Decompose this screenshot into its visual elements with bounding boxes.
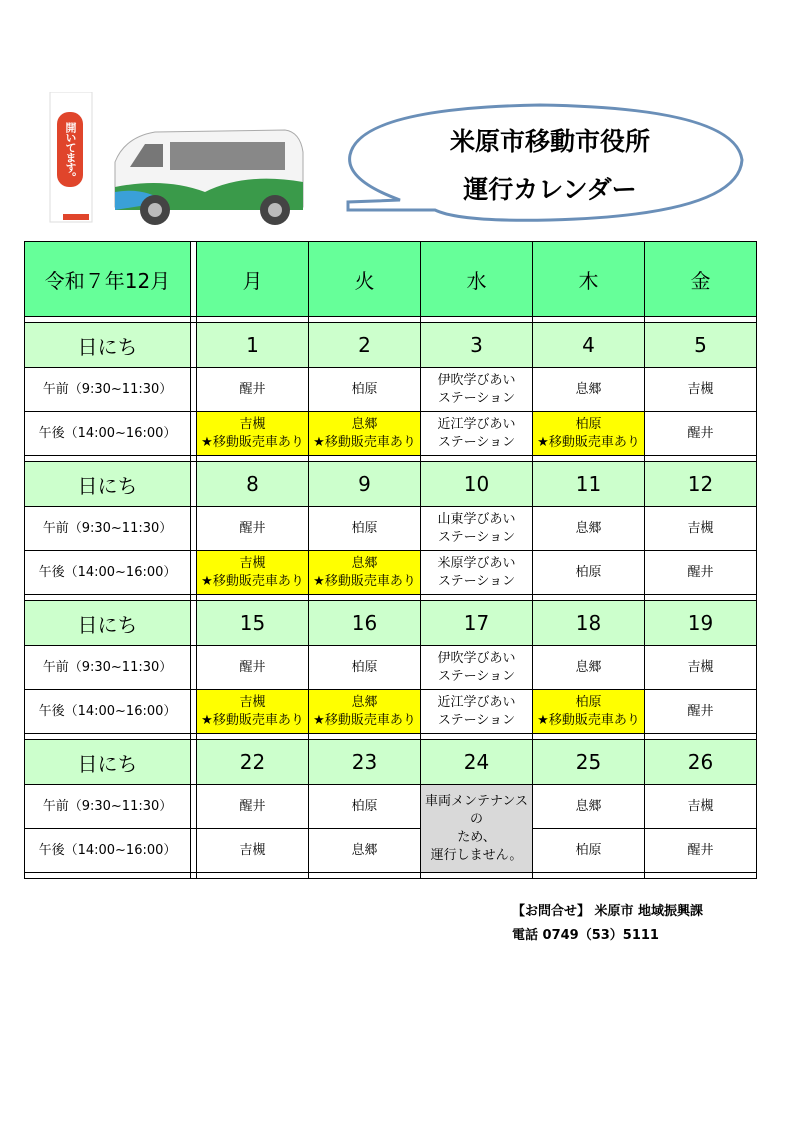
date-cell: 15 xyxy=(197,601,309,646)
am-slot-label: 午前（9:30~11:30） xyxy=(25,646,191,690)
am-location-cell: 吉槻 xyxy=(645,368,757,412)
pm-location-cell: 近江学びあい ステーション xyxy=(421,690,533,734)
contact-phone: 電話 0749（53）5111 xyxy=(512,928,659,943)
date-cell: 4 xyxy=(533,323,645,368)
no-service-notice: 車両メンテナンスの ため、 運行しません。 xyxy=(421,785,533,873)
date-cell: 8 xyxy=(197,462,309,507)
am-location-cell: 吉槻 xyxy=(645,646,757,690)
am-location-cell: 山東学びあい ステーション xyxy=(421,507,533,551)
pm-location-cell: 米原学びあい ステーション xyxy=(421,551,533,595)
pm-location-cell: 息郷 ★移動販売車あり xyxy=(309,412,421,456)
date-cell: 5 xyxy=(645,323,757,368)
date-cell: 19 xyxy=(645,601,757,646)
am-location-cell: 伊吹学びあい ステーション xyxy=(421,646,533,690)
date-row-label: 日にち xyxy=(25,462,191,507)
date-cell: 25 xyxy=(533,740,645,785)
am-location-cell: 醒井 xyxy=(197,785,309,829)
pm-location-cell: 柏原 ★移動販売車あり xyxy=(533,412,645,456)
pm-slot-label: 午後（14:00~16:00） xyxy=(25,551,191,595)
am-location-cell: 柏原 xyxy=(309,368,421,412)
pm-location-cell: 醒井 xyxy=(645,551,757,595)
am-location-cell: 柏原 xyxy=(309,785,421,829)
pm-location-cell: 醒井 xyxy=(645,690,757,734)
pm-slot-label: 午後（14:00~16:00） xyxy=(25,829,191,873)
date-cell: 2 xyxy=(309,323,421,368)
contact-info: 【お問合せ】 米原市 地域振興課 xyxy=(512,904,704,919)
am-location-cell: 息郷 xyxy=(533,507,645,551)
date-cell: 23 xyxy=(309,740,421,785)
date-cell: 10 xyxy=(421,462,533,507)
am-location-cell: 吉槻 xyxy=(645,507,757,551)
weekday-header: 木 xyxy=(533,242,645,317)
am-location-cell: 柏原 xyxy=(309,507,421,551)
mobile-office-van-illustration xyxy=(45,92,315,227)
title-line-1: 米原市移動市役所 xyxy=(449,127,650,156)
pm-slot-label: 午後（14:00~16:00） xyxy=(25,690,191,734)
date-cell: 12 xyxy=(645,462,757,507)
pm-location-cell: 吉槻 ★移動販売車あり xyxy=(197,551,309,595)
weekday-header: 水 xyxy=(421,242,533,317)
pm-location-cell: 近江学びあい ステーション xyxy=(421,412,533,456)
date-row-label: 日にち xyxy=(25,740,191,785)
banner-text: 開いてます。 xyxy=(64,122,77,182)
pm-location-cell: 息郷 xyxy=(309,829,421,873)
date-cell: 1 xyxy=(197,323,309,368)
pm-location-cell: 柏原 ★移動販売車あり xyxy=(533,690,645,734)
date-cell: 16 xyxy=(309,601,421,646)
pm-location-cell: 柏原 xyxy=(533,551,645,595)
date-row-label: 日にち xyxy=(25,323,191,368)
pm-location-cell: 吉槻 ★移動販売車あり xyxy=(197,690,309,734)
date-row-label: 日にち xyxy=(25,601,191,646)
am-location-cell: 醒井 xyxy=(197,507,309,551)
schedule-table xyxy=(24,241,757,879)
date-cell: 11 xyxy=(533,462,645,507)
speech-bubble xyxy=(340,100,750,225)
am-location-cell: 醒井 xyxy=(197,368,309,412)
am-location-cell: 息郷 xyxy=(533,368,645,412)
date-cell: 3 xyxy=(421,323,533,368)
pm-location-cell: 息郷 ★移動販売車あり xyxy=(309,690,421,734)
am-location-cell: 柏原 xyxy=(309,646,421,690)
pm-location-cell: 醒井 xyxy=(645,412,757,456)
month-header: 令和７年12月 xyxy=(25,242,191,317)
weekday-header: 金 xyxy=(645,242,757,317)
date-cell: 22 xyxy=(197,740,309,785)
date-cell: 18 xyxy=(533,601,645,646)
pm-location-cell: 息郷 ★移動販売車あり xyxy=(309,551,421,595)
pm-location-cell: 吉槻 xyxy=(197,829,309,873)
separator-cell xyxy=(533,873,645,879)
separator-cell xyxy=(197,873,309,879)
am-slot-label: 午前（9:30~11:30） xyxy=(25,507,191,551)
am-location-cell: 息郷 xyxy=(533,646,645,690)
am-location-cell: 醒井 xyxy=(197,646,309,690)
pm-location-cell: 吉槻 ★移動販売車あり xyxy=(197,412,309,456)
separator-cell xyxy=(25,873,191,879)
date-cell: 9 xyxy=(309,462,421,507)
weekday-header: 火 xyxy=(309,242,421,317)
date-cell: 24 xyxy=(421,740,533,785)
am-location-cell: 伊吹学びあい ステーション xyxy=(421,368,533,412)
pm-location-cell: 柏原 xyxy=(533,829,645,873)
title-line-2: 運行カレンダー xyxy=(463,175,637,204)
date-cell: 17 xyxy=(421,601,533,646)
pm-location-cell: 醒井 xyxy=(645,829,757,873)
am-location-cell: 吉槻 xyxy=(645,785,757,829)
date-cell: 26 xyxy=(645,740,757,785)
pm-slot-label: 午後（14:00~16:00） xyxy=(25,412,191,456)
am-location-cell: 息郷 xyxy=(533,785,645,829)
am-slot-label: 午前（9:30~11:30） xyxy=(25,785,191,829)
separator-cell xyxy=(645,873,757,879)
separator-cell xyxy=(421,873,533,879)
am-slot-label: 午前（9:30~11:30） xyxy=(25,368,191,412)
separator-cell xyxy=(309,873,421,879)
weekday-header: 月 xyxy=(197,242,309,317)
